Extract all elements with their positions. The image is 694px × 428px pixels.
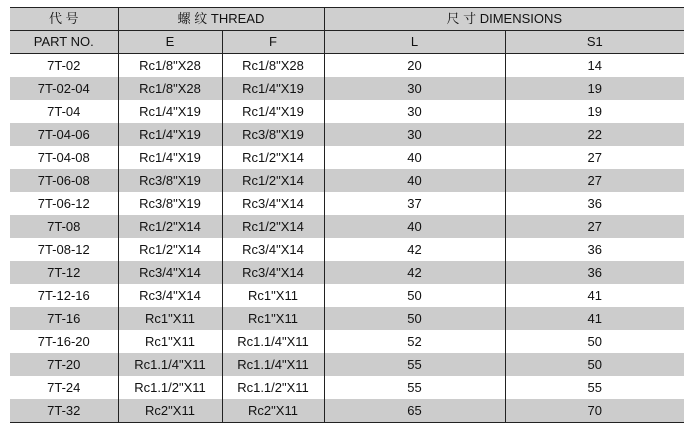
table-body	[10, 54, 684, 423]
cell-s1: 41	[505, 307, 684, 330]
cell-e: Rc1/8"X28	[118, 54, 222, 78]
cell-f: Rc1.1/2"X11	[222, 376, 324, 399]
table-row	[10, 123, 684, 146]
col-l-header: L	[324, 31, 505, 54]
cell-e: Rc1"X11	[118, 330, 222, 353]
cell-f: Rc1/8"X28	[222, 54, 324, 78]
cell-s1: 50	[505, 353, 684, 376]
cell-part: 7T-12	[10, 261, 118, 284]
cell-part: 7T-24	[47, 380, 81, 395]
cell-f: Rc1"X11	[222, 284, 324, 307]
cell-l: 40	[324, 169, 505, 192]
cell-e: Rc3/8"X19	[118, 169, 222, 192]
cell-e: Rc1/4"X19	[118, 123, 222, 146]
cell-l: 65	[324, 399, 505, 423]
cell-part: 7T-06-12	[37, 196, 90, 211]
cell-l: 55	[324, 376, 505, 399]
col-f-header: F	[222, 31, 324, 54]
cell-f: Rc1.1/4"X11	[222, 330, 324, 353]
cell-s1: 27	[505, 146, 684, 169]
table-row	[10, 100, 684, 123]
cell-l: 37	[324, 192, 505, 215]
cell-e: Rc3/8"X19	[118, 192, 222, 215]
cell-s1: 19	[505, 100, 684, 123]
cell-e: Rc1"X11	[118, 307, 222, 330]
table-row	[10, 192, 684, 215]
spec-table	[10, 7, 684, 423]
cell-l: 50	[324, 307, 505, 330]
cell-part: 7T-02-04	[10, 77, 118, 100]
cell-s1: 14	[505, 54, 684, 78]
cell-l: 50	[324, 284, 505, 307]
table-row	[10, 238, 684, 261]
table-row	[10, 215, 684, 238]
cell-part: 7T-04-08	[37, 150, 90, 165]
cell-l: 30	[324, 123, 505, 146]
cell-part: 7T-16	[10, 307, 118, 330]
col-e-header: E	[118, 31, 222, 54]
cell-part: 7T-32	[10, 399, 118, 423]
spec-table-container	[10, 7, 684, 423]
cell-part: 7T-04	[47, 104, 81, 119]
cell-part: 7T-02	[47, 58, 81, 73]
cell-f: Rc1/2"X14	[222, 169, 324, 192]
cell-s1: 41	[505, 284, 684, 307]
cell-part: 7T-08	[10, 215, 118, 238]
cell-f: Rc1/2"X14	[222, 215, 324, 238]
cell-s1: 27	[505, 215, 684, 238]
cell-l: 42	[324, 261, 505, 284]
cell-e: Rc2"X11	[118, 399, 222, 423]
table-row	[10, 169, 684, 192]
cell-f: Rc1/4"X19	[222, 100, 324, 123]
cell-s1: 22	[505, 123, 684, 146]
cell-f: Rc1.1/4"X11	[222, 353, 324, 376]
thread-header: 螺 纹 THREAD	[118, 8, 324, 31]
cell-s1: 55	[505, 376, 684, 399]
table-row	[10, 261, 684, 284]
cell-l: 40	[324, 215, 505, 238]
col-s1-header: S1	[505, 31, 684, 54]
cell-f: Rc2"X11	[222, 399, 324, 423]
table-row	[10, 146, 684, 169]
cell-part: 7T-12-16	[37, 288, 90, 303]
cell-s1: 36	[505, 238, 684, 261]
cell-l: 40	[324, 146, 505, 169]
cell-e: Rc1.1/2"X11	[118, 376, 222, 399]
part-no-header: PART NO.	[10, 31, 118, 54]
cell-part: 7T-08-12	[37, 242, 90, 257]
cell-f: Rc1/2"X14	[222, 146, 324, 169]
cell-f: Rc1/4"X19	[222, 77, 324, 100]
cell-l: 20	[324, 54, 505, 78]
cell-f: Rc3/4"X14	[222, 238, 324, 261]
cell-e: Rc1/4"X19	[118, 100, 222, 123]
dimensions-header: 尺 寸 DIMENSIONS	[324, 8, 684, 31]
table-row	[10, 376, 684, 399]
cell-part: 7T-04-06	[10, 123, 118, 146]
cell-f: Rc1"X11	[222, 307, 324, 330]
cell-e: Rc1/4"X19	[118, 146, 222, 169]
cell-e: Rc1/2"X14	[118, 238, 222, 261]
cell-l: 30	[324, 100, 505, 123]
cell-part: 7T-20	[10, 353, 118, 376]
cell-e: Rc3/4"X14	[118, 284, 222, 307]
cell-l: 42	[324, 238, 505, 261]
cell-s1: 70	[505, 399, 684, 423]
cell-l: 55	[324, 353, 505, 376]
table-row	[10, 284, 684, 307]
table-row	[10, 77, 684, 100]
table-row	[10, 330, 684, 353]
table-row	[10, 353, 684, 376]
cell-e: Rc1.1/4"X11	[118, 353, 222, 376]
cell-e: Rc1/2"X14	[118, 215, 222, 238]
cell-s1: 50	[505, 330, 684, 353]
cell-f: Rc3/8"X19	[222, 123, 324, 146]
part-code-cn-header: 代 号	[10, 8, 118, 31]
table-header	[10, 8, 684, 54]
cell-f: Rc3/4"X14	[222, 192, 324, 215]
cell-s1: 36	[505, 192, 684, 215]
cell-part: 7T-16-20	[37, 334, 90, 349]
cell-s1: 36	[505, 261, 684, 284]
cell-l: 30	[324, 77, 505, 100]
cell-e: Rc1/8"X28	[118, 77, 222, 100]
cell-f: Rc3/4"X14	[222, 261, 324, 284]
cell-l: 52	[324, 330, 505, 353]
cell-e: Rc3/4"X14	[118, 261, 222, 284]
table-row	[10, 307, 684, 330]
table-row	[10, 399, 684, 423]
cell-part: 7T-06-08	[10, 169, 118, 192]
cell-s1: 27	[505, 169, 684, 192]
cell-s1: 19	[505, 77, 684, 100]
table-row	[10, 54, 684, 78]
